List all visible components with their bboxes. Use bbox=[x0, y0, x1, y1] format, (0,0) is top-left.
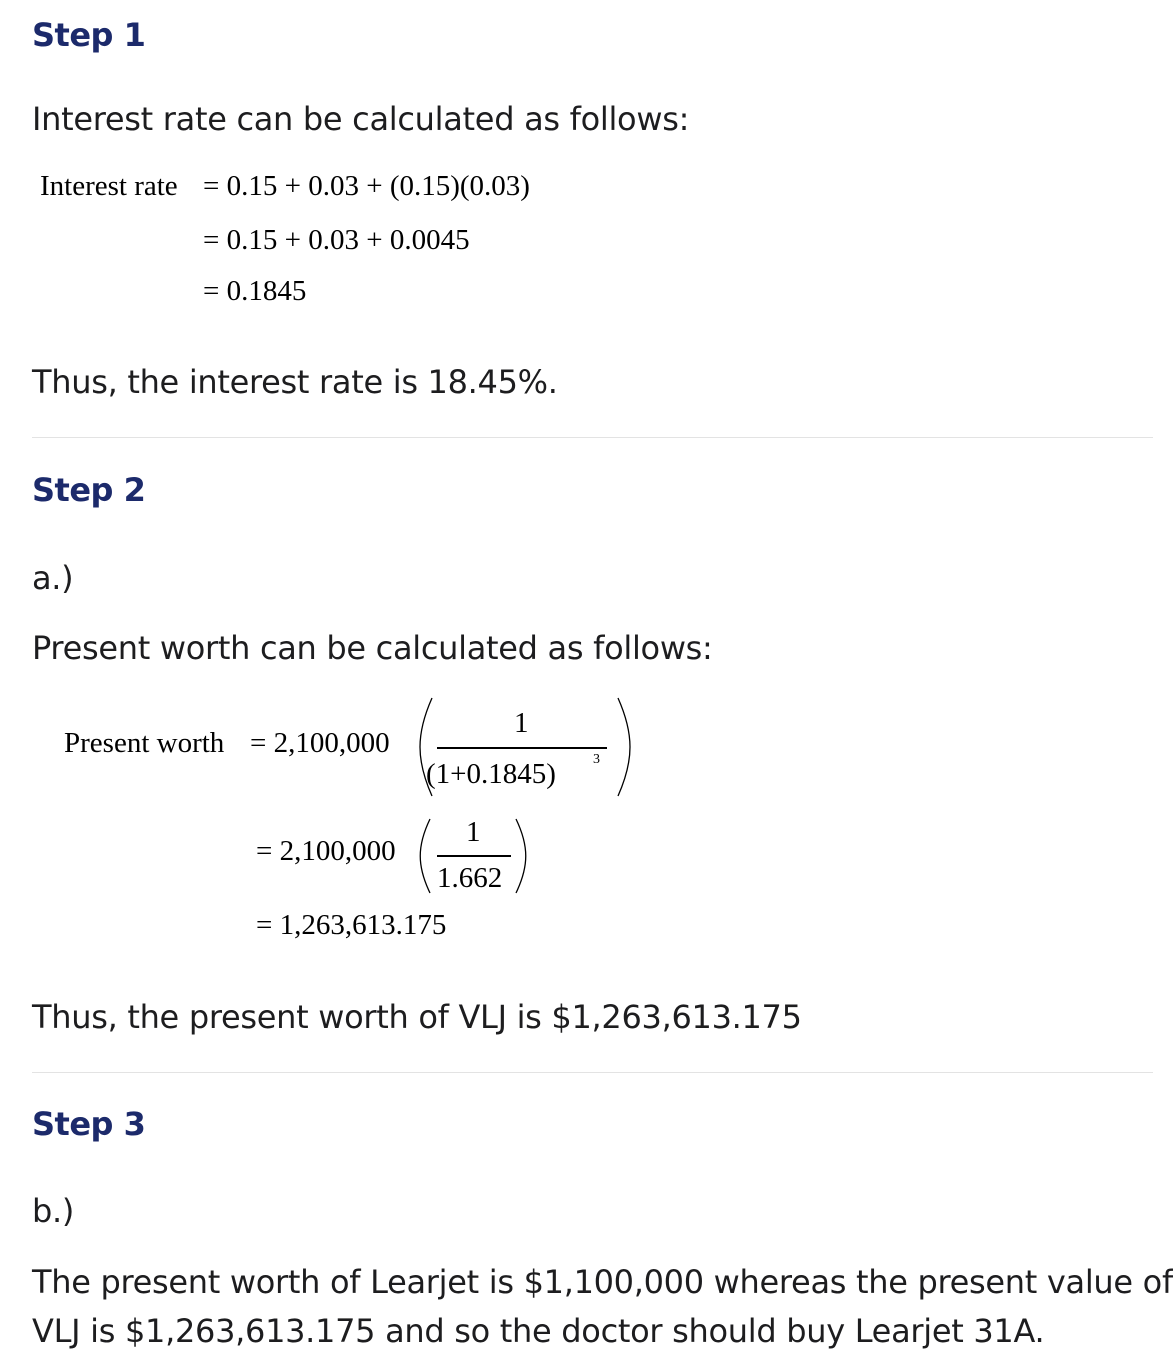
step-3-heading: Step 3 bbox=[32, 1105, 146, 1143]
interest-rate-line-2: = 0.15 + 0.03 + 0.0045 bbox=[203, 224, 470, 256]
fraction-1-exponent: 3 bbox=[593, 752, 600, 767]
step-1-conclusion: Thus, the interest rate is 18.45%. bbox=[32, 363, 558, 401]
interest-rate-label: Interest rate bbox=[40, 170, 178, 202]
present-worth-result: = 1,263,613.175 bbox=[256, 909, 447, 941]
fraction-1-numerator: 1 bbox=[514, 707, 529, 739]
step-1-heading: Step 1 bbox=[32, 16, 146, 54]
fraction-2-numerator: 1 bbox=[466, 816, 481, 848]
fraction-1-bar bbox=[437, 747, 607, 749]
divider-2 bbox=[32, 1072, 1153, 1073]
divider-1 bbox=[32, 437, 1153, 438]
present-worth-lhs-2: = 2,100,000 bbox=[256, 835, 396, 867]
step-3-line-1: The present worth of Learjet is $1,100,000 whereas the present value of bbox=[32, 1263, 1173, 1301]
fraction-2-bar bbox=[437, 855, 511, 857]
step-2-heading: Step 2 bbox=[32, 471, 146, 509]
step-3-part-label: b.) bbox=[32, 1192, 75, 1230]
present-worth-lhs-1: = 2,100,000 bbox=[250, 727, 390, 759]
interest-rate-line-3: = 0.1845 bbox=[203, 275, 307, 307]
step-2-part-label: a.) bbox=[32, 559, 74, 597]
fraction-2-denominator: 1.662 bbox=[437, 862, 503, 894]
step-1-intro: Interest rate can be calculated as follows: bbox=[32, 100, 690, 138]
step-3-line-2: VLJ is $1,263,613.175 and so the doctor should buy Learjet 31A. bbox=[32, 1312, 1045, 1350]
fraction-1-denominator: (1+0.1845) bbox=[426, 758, 556, 790]
present-worth-label: Present worth bbox=[64, 727, 225, 759]
step-2-conclusion: Thus, the present worth of VLJ is $1,263,613.175 bbox=[32, 998, 802, 1036]
step-2-intro: Present worth can be calculated as follows: bbox=[32, 629, 713, 667]
interest-rate-line-1: = 0.15 + 0.03 + (0.15)(0.03) bbox=[203, 170, 530, 202]
